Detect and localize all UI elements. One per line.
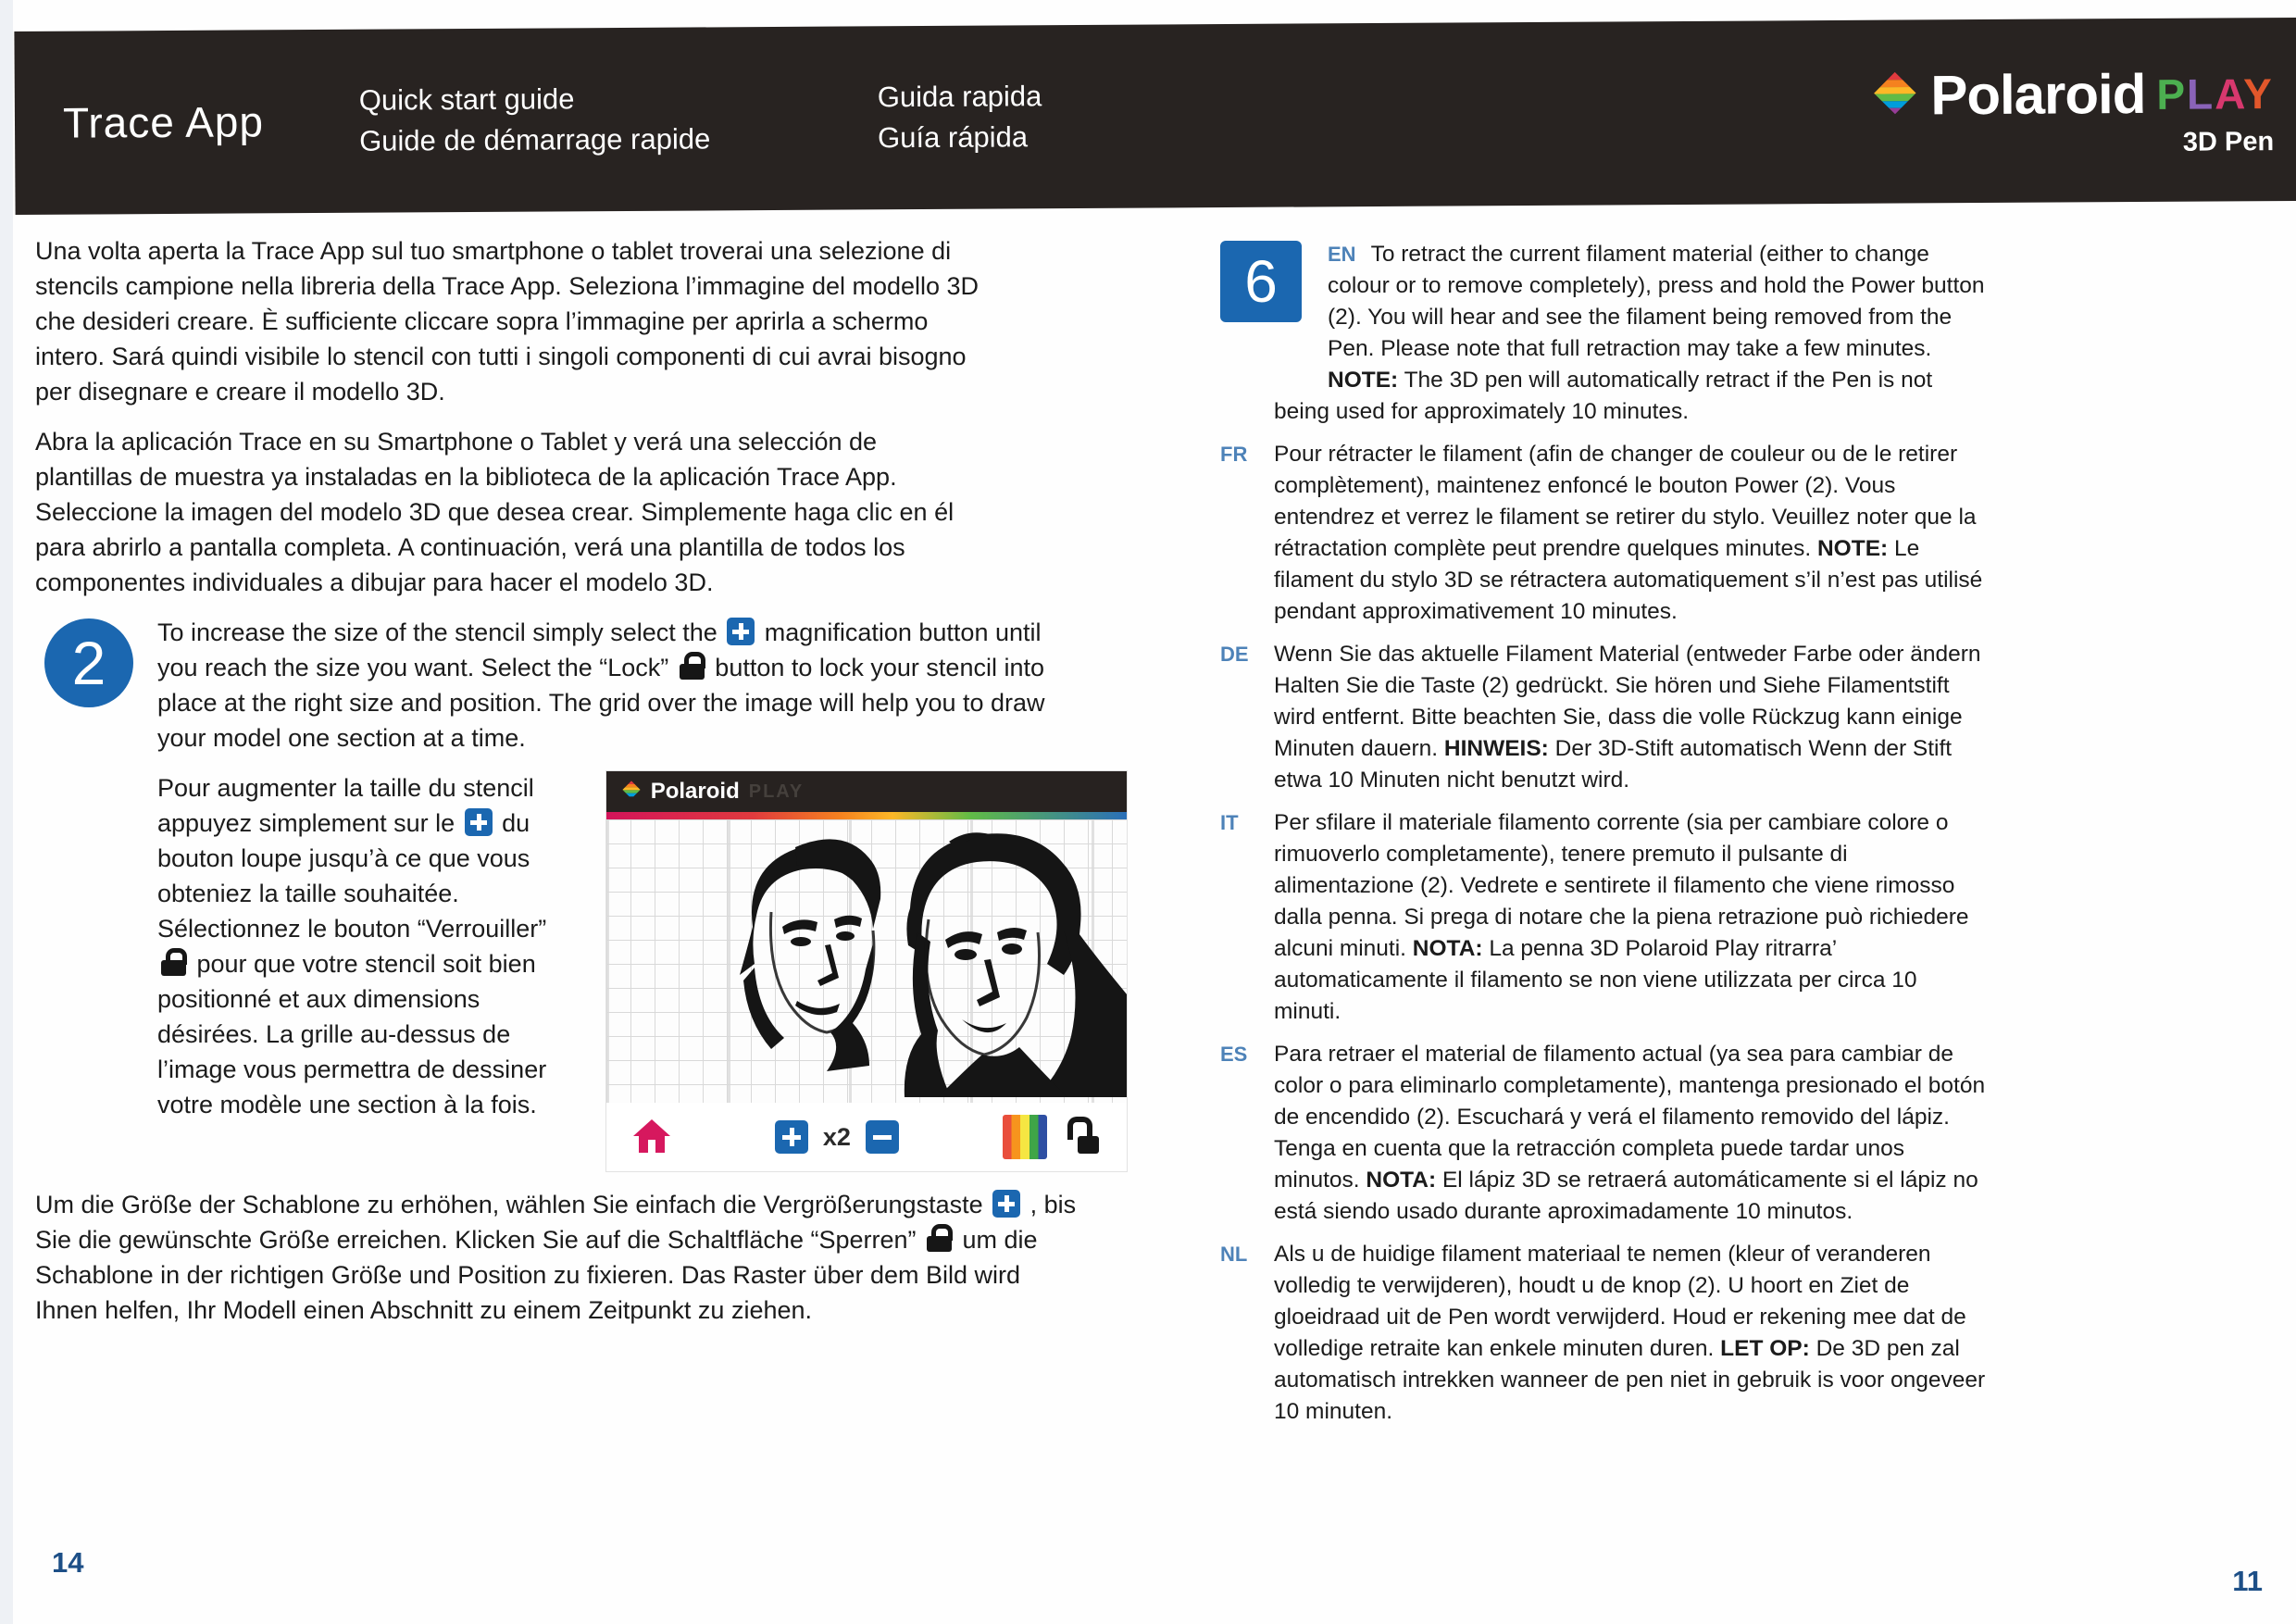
doc-title: Trace App	[62, 97, 265, 147]
nl-note: De 3D pen zal automatisch intrekken wanneer de pen niet in gebruik is voor ongeveer 10 minuten.	[1274, 1336, 1986, 1424]
item-it	[1220, 807, 1989, 1028]
unlock-icon	[1067, 1117, 1101, 1157]
paragraph-french	[157, 770, 583, 1157]
lang-label-fr: FR	[1220, 443, 1248, 466]
lang-label-nl: NL	[1220, 1243, 1248, 1266]
fr-body: Pour rétracter le filament (afin de changer de couleur ou de le retirer complètement), maintenez enfoncé le bouton Power (2). Vous entendrez et verrez le filament se retirer du stylo. Veuillez noter que la rétractation complète peut prendre quelques minutes.	[1274, 442, 1977, 561]
brand-play-label: PLAY	[2156, 69, 2275, 119]
step-2-text-a: To increase the size of the stencil simply select the	[157, 618, 725, 646]
step-2-text-b: magnification button until you reach the size you want. Select the “Lock”	[157, 618, 1042, 681]
app-header-bar	[606, 771, 1127, 812]
fr-note-label: NOTE:	[1816, 536, 1889, 561]
it-note: La penna 3D Polaroid Play ritrarra’ automaticamente il filamento se non viene utilizzata per circa 10 minuti.	[1274, 936, 1917, 1024]
subtitle-en-fr	[359, 77, 879, 161]
french-and-screenshot-row	[157, 770, 1128, 1172]
app-toolbar	[606, 1103, 1127, 1171]
lang-label-en: EN	[1328, 243, 1356, 266]
it-body: Per sfilare il materiale filamento corrente (sia per cambiare colore o rimuoverlo completamente), tenere premuto il pulsante di alimentazione (2). Vedrete e sentirete il filamento che viene rimosso dalla penna. Si prega di notare che la piena retrazione può richiedere alcuni minuti.	[1274, 810, 1969, 961]
subtitle-en: Quick start guide	[358, 82, 575, 117]
french-text-c: pour que votre stencil soit bien positionné et aux dimensions désirées. La grille au-dessus de l’image vous permettra de dessiner votre modèle une section à la fois.	[157, 950, 547, 1118]
app-screenshot	[605, 770, 1128, 1172]
step-6-item-en	[1220, 239, 1989, 428]
brand-product: 3D Pen	[2182, 127, 2275, 157]
stencil-image	[643, 823, 1127, 1101]
paragraph-german	[35, 1187, 1081, 1328]
lang-label-it: IT	[1220, 811, 1239, 834]
brand-name: Polaroid	[1930, 62, 2146, 127]
es-note-label: NOTA:	[1366, 1168, 1437, 1193]
page-number-right: 11	[2232, 1565, 2263, 1597]
es-note: El lápiz 3D se retraerá automáticamente si el lápiz no está siendo usado durante aproximadamente 10 minutos.	[1274, 1168, 1978, 1224]
rainbow-stripe	[606, 812, 1127, 819]
en-note: The 3D pen will automatically retract if the Pen is not being used for approximately 10 minutes.	[1274, 368, 1933, 424]
step-2-section	[35, 615, 1063, 756]
zoom-controls	[775, 1120, 899, 1154]
en-note-label: NOTE:	[1328, 368, 1399, 393]
subtitle-it-es	[878, 75, 1267, 159]
left-column	[35, 233, 1128, 1343]
de-body: Wenn Sie das aktuelle Filament Material (entweder Farbe oder ändern Halten Sie die Taste (2) gedrückt. Sie hören und Siehe Filamentstift wird entfernt. Bitte beachten Sie, dass die volle Rückzug kann einige Minuten dauern.	[1274, 642, 1981, 761]
en-body: To retract the current filament material (either to change colour or to remove completely), press and hold the Power button (2). You will hear and see the filament being removed from the Pen. Please note that full retraction may take a few minutes.	[1328, 242, 1985, 361]
lang-label-de: DE	[1220, 643, 1249, 666]
fr-note: Le filament du stylo 3D se rétractera automatiquement s’il n’est pas utilisé pendant approximativement 10 minutes.	[1274, 536, 1983, 624]
subtitle-fr: Guide de démarrage rapide	[359, 122, 711, 157]
de-note-label: HINWEIS:	[1443, 736, 1549, 761]
subtitle-es: Guía rápida	[878, 120, 1029, 155]
app-brand-name: Polaroid	[650, 779, 740, 804]
nl-note-label: LET OP:	[1720, 1336, 1810, 1361]
step-2-badge: 2	[44, 618, 133, 707]
step-6-badge: 6	[1220, 241, 1302, 322]
polaroid-diamond-icon	[621, 780, 642, 805]
subtitle-it: Guida rapida	[877, 80, 1042, 114]
zoom-out-icon	[866, 1120, 899, 1154]
zoom-level: x2	[822, 1122, 851, 1151]
it-note-label: NOTA:	[1412, 936, 1483, 961]
stencil-canvas	[606, 819, 1127, 1103]
scan-edge	[0, 0, 13, 1624]
zoom-in-icon	[775, 1120, 808, 1154]
lock-icon	[927, 1224, 952, 1252]
item-nl	[1220, 1239, 1989, 1428]
app-brand-play: PLAY	[748, 781, 805, 802]
paragraph-italian: Una volta aperta la Trace App sul tuo smartphone o tablet troverai una selezione di stencils campione nella libreria della Trace App. Seleziona l’immagine del modello 3D che desideri creare. È sufficiente cliccare sopra l’immagine per aprirla a schermo intero. Sará quindi visibile lo stencil con tutti i singoli componenti di cui avrai bisogno per disegnare e creare il modello 3D.	[35, 237, 980, 406]
header-bar	[14, 18, 2296, 215]
magnify-plus-icon	[992, 1190, 1020, 1218]
french-text-a: Pour augmenter la taille du stencil appuyez simplement sur le	[157, 774, 534, 837]
magnify-plus-icon	[727, 618, 755, 645]
german-text-b: , bis Sie die gewünschte Größe erreichen. Klicken Sie auf die Schaltfläche “Sperren”	[35, 1191, 1077, 1254]
item-fr	[1220, 439, 1989, 628]
german-text-c: um die Schablone in der richtigen Größe und Position zu fixieren. Das Raster über dem Bild wird Ihnen helfen, Ihr Modell einen Abschnitt zu einem Zeitpunkt zu ziehen.	[35, 1226, 1038, 1324]
brand-block	[1871, 61, 2274, 160]
step-2-text-c: button to lock your stencil into place at the right size and position. The grid over the image will help you to draw your model one section at a time.	[157, 654, 1045, 752]
magnify-plus-icon	[465, 808, 493, 836]
home-icon	[632, 1119, 671, 1155]
right-column	[1220, 239, 1989, 1439]
de-note: Der 3D-Stift automatisch Wenn der Stift etwa 10 Minuten nicht benutzt wird.	[1274, 736, 1953, 793]
lock-icon	[161, 948, 186, 976]
lang-label-es: ES	[1220, 1043, 1248, 1066]
es-body: Para retraer el material de filamento actual (ya sea para cambiar de color o para eliminarlo completamente), mantenga presionado el botón de encendido (2). Escuchará y verá el filamento removido del lápiz. Tenga en cuenta que la retracción completa puede tardar unos minutos.	[1274, 1042, 1986, 1193]
paragraph-spanish: Abra la aplicación Trace en su Smartphone o Tablet y verá una selección de plantillas de muestra ya instaladas en la biblioteca de la aplicación Trace App. Seleccione la imagen del modelo 3D que desea crear. Simplemente haga clic en él para abrirlo a pantalla completa. A continuación, verá una plantilla de todos los componentes individuales a dibujar para hacer el modelo 3D.	[35, 428, 955, 596]
german-text-a: Um die Größe der Schablone zu erhöhen, wählen Sie einfach die Vergrößerungstaste	[35, 1191, 991, 1218]
palette-icon	[1003, 1115, 1047, 1159]
item-es	[1220, 1039, 1989, 1228]
nl-body: Als u de huidige filament materiaal te nemen (kleur of veranderen volledig te verwijderen), houdt u de knop (2). U hoort en Ziet de gloeidraad uit de Pen wordt verwijderd. Houd er rekening mee dat de volledige retraite kan enkele minuten duren.	[1274, 1242, 1966, 1361]
polaroid-diamond-icon	[1871, 69, 1919, 121]
page-number-left: 14	[52, 1546, 84, 1579]
lock-icon	[680, 652, 705, 680]
french-text-b: du bouton loupe jusqu’à ce que vous obteniez la taille souhaitée. Sélectionnez le bouton “Verrouiller”	[157, 809, 547, 943]
item-de	[1220, 639, 1989, 796]
color-lock-controls	[1003, 1115, 1101, 1159]
